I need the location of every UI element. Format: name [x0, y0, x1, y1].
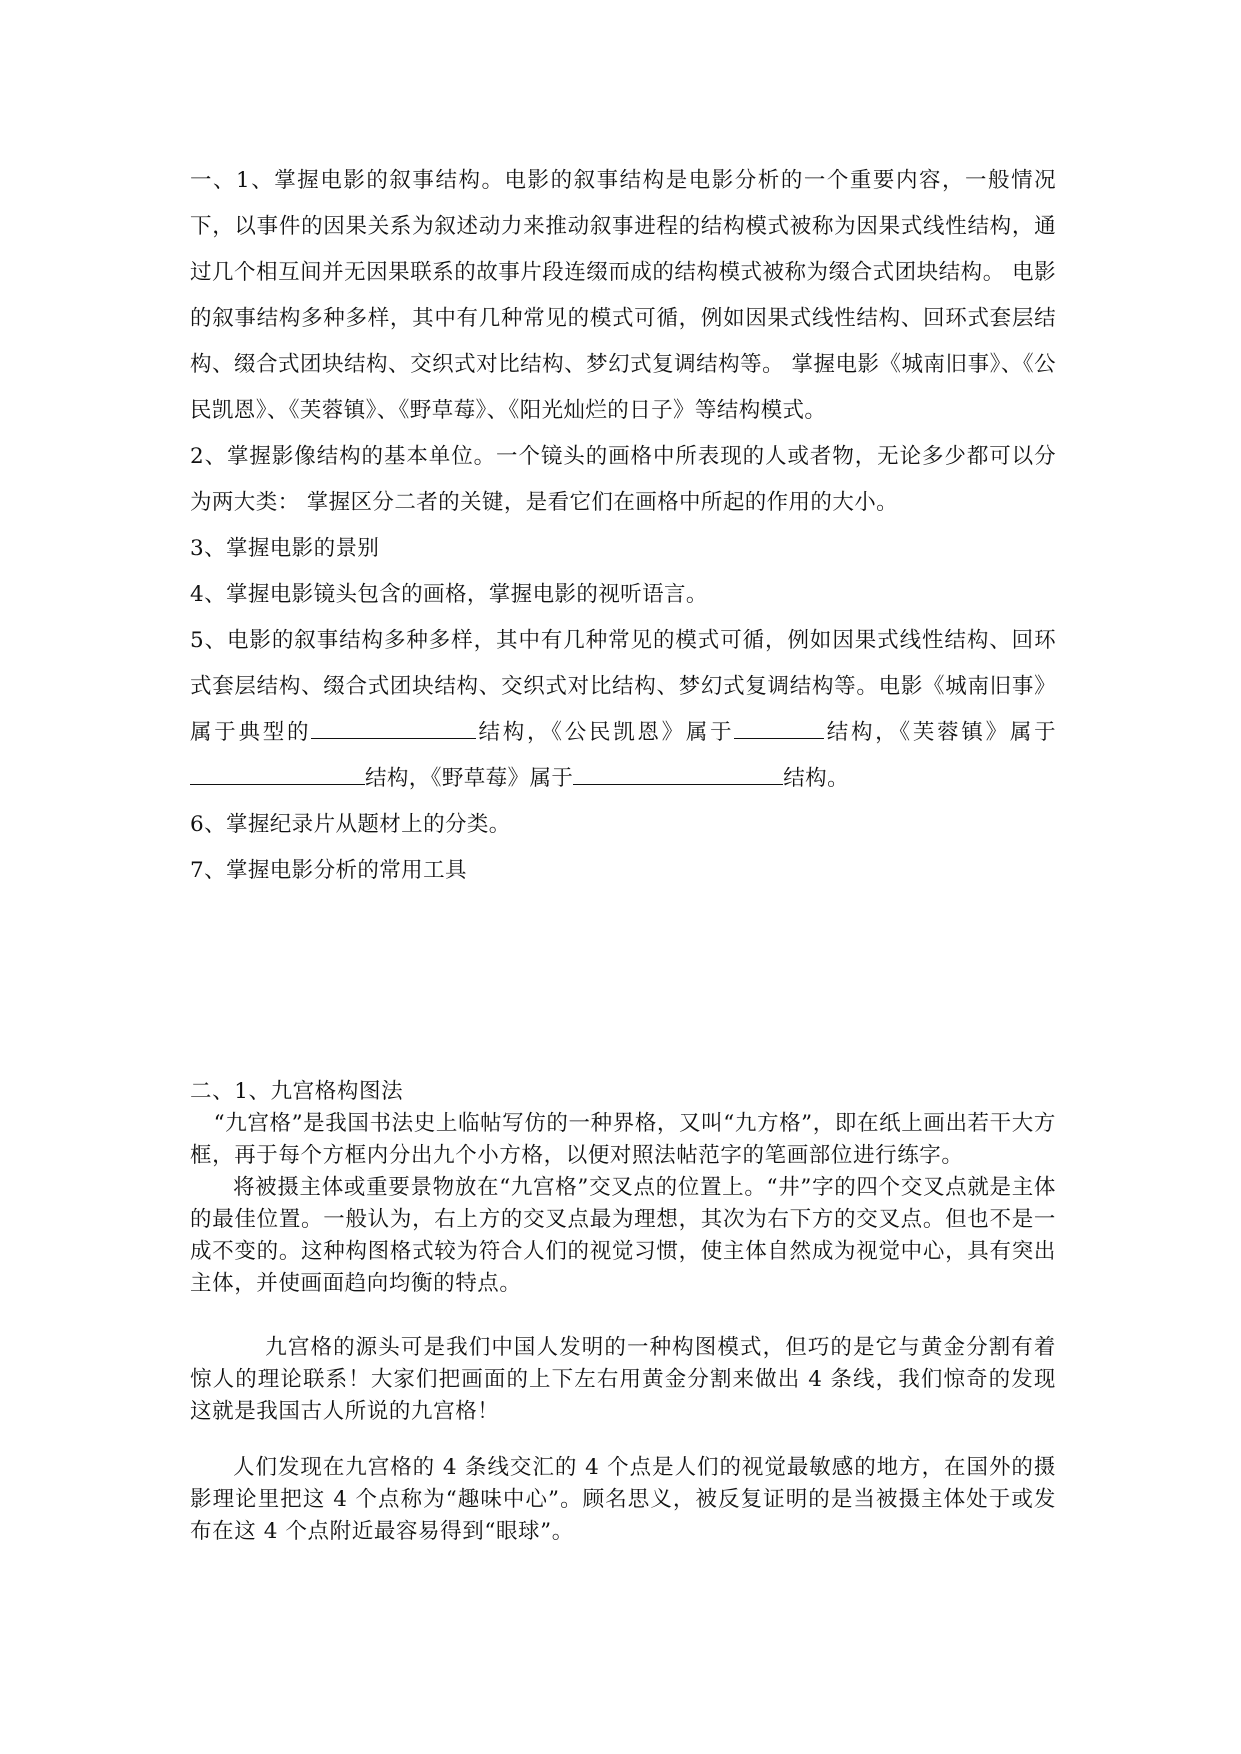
paragraph-nine-grid-placement: 将被摄主体或重要景物放在“九宫格”交叉点的位置上。“井”字的四个交叉点就是主体的最佳位置。一般认为，右上方的交叉点最为理想，其次为右下方的交叉点。但也不是一成不变的。这种构图格式较为符合人们的视觉习惯，使主体自然成为视觉中心，具有突出主体，并使画面趋向均衡的特点。 [190, 1175, 1056, 1296]
section-two-heading: 二、1、九宫格构图法 [190, 1079, 404, 1104]
paragraph-spacer [190, 1428, 1056, 1452]
fill-text-intro: 5、电影的叙事结构多种多样，其中有几种常见的模式可循，例如因果式线性结构、回环式套层结构、缀合式团块结构、交织式对比结构、梦幻式复调结构等。电影《城南旧事》属于典型的 [190, 628, 1056, 745]
answer-blank-3[interactable] [190, 761, 365, 785]
paragraph-golden-ratio: 九宫格的源头可是我们中国人发明的一种构图模式，但巧的是它与黄金分割有着惊人的理论联系！大家们把画面的上下左右用黄金分割来做出 4 条线，我们惊奇的发现这就是我国古人所说的九宫格！ [190, 1335, 1056, 1424]
paragraph-nine-grid-origin: “九宫格”是我国书法史上临帖写仿的一种界格，又叫“九方格”，即在纸上画出若干大方框，再于每个方框内分出九个小方格，以便对照法帖范字的笔画部位进行练字。 [190, 1111, 1056, 1168]
section-one [190, 158, 1056, 894]
paragraph-image-structure-unit: 2、掌握影像结构的基本单位。一个镜头的画格中所表现的人或者物，无论多少都可以分为两大类： 掌握区分二者的关键，是看它们在画格中所起的作用的大小。 [190, 444, 1056, 515]
section-two [190, 1076, 1056, 1548]
fill-text-part4: 结构，《野草莓》属于 [365, 766, 574, 791]
fill-text-end: 结构。 [783, 766, 849, 791]
paragraph-documentary-classification: 6、掌握纪录片从题材上的分类。 [190, 812, 511, 837]
answer-blank-2[interactable] [734, 715, 824, 739]
fill-text-part3: 结构，《芙蓉镇》属于 [824, 720, 1056, 745]
paragraph-interest-center: 人们发现在九宫格的 4 条线交汇的 4 个点是人们的视觉最敏感的地方，在国外的摄影理论里把这 4 个点称为“趣味中心”。顾名思义，被反复证明的是当被摄主体处于或发布在这 4 个点附近最容易得到“眼球”。 [190, 1455, 1056, 1544]
paragraph-shot-scale: 3、掌握电影的景别 [190, 536, 380, 561]
answer-blank-4[interactable] [573, 761, 783, 785]
paragraph-fill-in-blanks [190, 618, 1056, 802]
paragraph-analysis-tools: 7、掌握电影分析的常用工具 [190, 858, 467, 883]
answer-blank-1[interactable] [311, 715, 476, 739]
paragraph-spacer [190, 1300, 1056, 1332]
fill-text-part2: 结构，《公民凯恩》属于 [476, 720, 735, 745]
paragraph-narrative-structure: 一、1、掌握电影的叙事结构。电影的叙事结构是电影分析的一个重要内容，一般情况下，以事件的因果关系为叙述动力来推动叙事进程的结构模式被称为因果式线性结构，通过几个相互间并无因果联系的故事片段连缀而成的结构模式被称为缀合式团块结构。 电影的叙事结构多种多样，其中有几种常见的模式可循，例如因果式线性结构、回环式套层结构、缀合式团块结构、交织式对比结构、梦幻式复调结构等。 掌握电影《城南旧事》、《公民凯恩》、《芙蓉镇》、《野草莓》、《阳光灿烂的日子》等结构模式。 [190, 168, 1056, 423]
paragraph-audio-visual-language: 4、掌握电影镜头包含的画格，掌握电影的视听语言。 [190, 582, 708, 607]
